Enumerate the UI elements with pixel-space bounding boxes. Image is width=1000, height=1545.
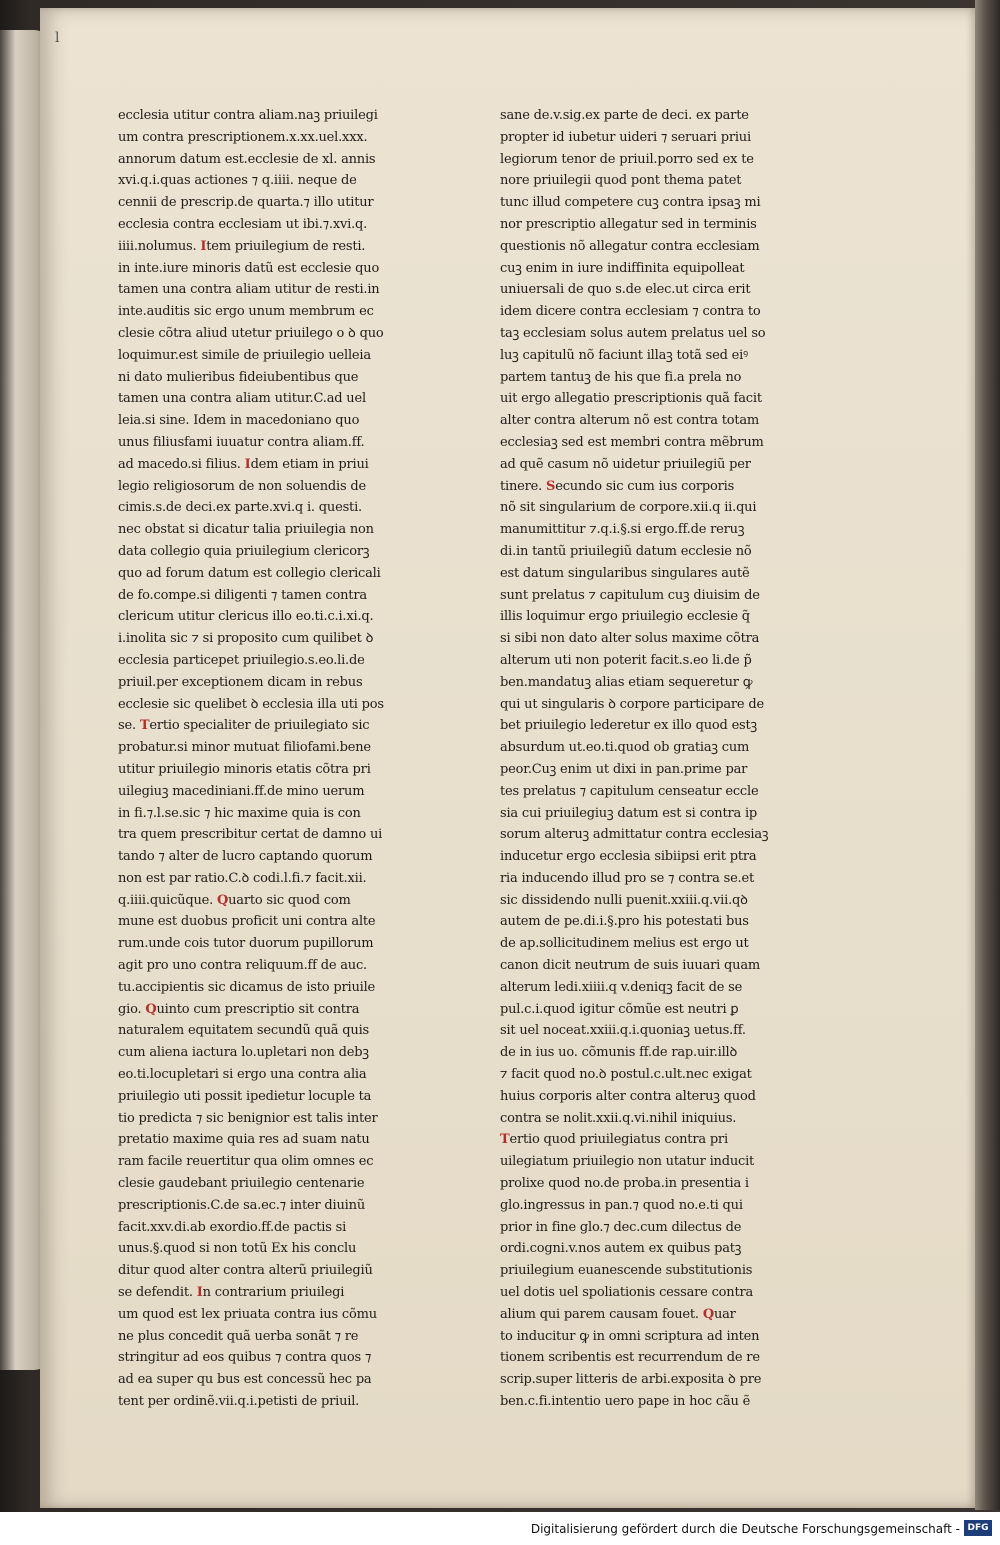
left-column-line: ne plus concedit quã uerba sonãt ⁊ re — [118, 1328, 359, 1344]
right-column-line: di.in tantũ priuilegiũ datum ecclesie nõ — [500, 543, 752, 559]
right-column-line: qui ut singularis ꝺ corpore participare de — [500, 696, 764, 712]
left-text-column — [118, 105, 418, 1413]
right-column-line: ordi.cogni.v.nos autem ex quibus patꝫ — [500, 1241, 742, 1257]
rubric-initial: I — [196, 1285, 203, 1301]
left-column-line: ad ea super qu bus est concessũ hec pa — [118, 1372, 372, 1388]
right-column-line: est datum singularibus singulares autẽ — [500, 565, 750, 581]
right-column-line: cuꝫ enim in iure indiffinita equipolleat — [500, 260, 745, 276]
right-column-line: autem de pe.di.i.§.pro his potestati bus — [500, 914, 749, 930]
right-column-line: ben.c.fi.intentio uero pape in hoc cãu ẽ — [500, 1394, 751, 1410]
left-column-line: tu.accipientis sic dicamus de isto priuile — [118, 979, 376, 995]
right-column-line: sunt prelatus ⁊ capitulum cuꝫ diuisim de — [500, 587, 760, 603]
right-column-line: taꝫ ecclesiam solus autem prelatus uel so — [500, 325, 766, 341]
left-column-line: in inte.iure minoris datũ est ecclesie quo — [118, 260, 380, 276]
right-column-line: sit uel noceat.xxiii.q.i.quoniaꝫ uetus.ff. — [500, 1023, 746, 1039]
right-column-line: idem dicere contra ecclesiam ⁊ contra to — [500, 304, 761, 320]
right-column-line: ecclesiaꝫ sed est membri contra mẽbrum — [500, 434, 764, 450]
right-column-line: sane de.v.sig.ex parte de deci. ex parte — [500, 108, 749, 123]
left-column-line: legio religiosorum de non soluendis de — [118, 478, 367, 494]
rubric-initial: Q — [702, 1306, 714, 1322]
left-column-line: cum aliena iactura lo.upletari non debꝫ — [118, 1045, 369, 1061]
left-column-line: iiii.nolumus. Item priuilegium de resti. — [118, 238, 366, 254]
right-column-line: legiorum tenor de priuil.porro sed ex te — [500, 151, 754, 167]
right-column-line: peor.Cuꝫ enim ut dixi in pan.prime par — [500, 761, 748, 777]
left-column-line: agit pro uno contra reliquum.ff de auc. — [118, 958, 367, 974]
right-column-line: luꝫ capitulũ nõ faciunt illaꝫ totã sed eiꝰ — [500, 347, 748, 363]
right-column-line: inducetur ergo ecclesia sibiipsi erit ptra — [500, 849, 757, 865]
right-column-line: nor prescriptio allegatur sed in terminis — [500, 216, 757, 232]
left-column-line: tamen una contra aliam utitur.C.ad uel — [118, 391, 366, 407]
left-column-line: stringitur ad eos quibus ⁊ contra quos ⁊ — [118, 1350, 372, 1366]
left-column-line: leia.si sine. Idem in macedoniano quo — [118, 413, 360, 429]
left-column-line: clericum utitur clericus illo eo.ti.c.i.xi.q. — [118, 609, 374, 625]
left-column-line: mune est duobus proficit uni contra alte — [118, 914, 376, 930]
left-column-line: cennii de prescrip.de quarta.⁊ illo utitur — [118, 195, 374, 211]
left-column-line: tamen una contra aliam utitur de resti.in — [118, 282, 380, 298]
left-column-line: ad macedo.si filius. Idem etiam in priui — [118, 456, 369, 472]
rubric-initial: S — [546, 478, 556, 494]
right-column-line: ben.mandatuꝫ alias etiam sequeretur ꝙ — [500, 674, 753, 690]
left-column-line: non est par ratio.C.ꝺ codi.l.fi.⁊ facit.xii. — [118, 870, 367, 886]
left-column-line: um contra prescriptionem.x.xx.uel.xxx. — [118, 129, 368, 145]
right-column-line: ria inducendo illud pro se ⁊ contra se.et — [500, 870, 755, 886]
left-column-line: tent per ordinẽ.vii.q.i.petisti de priuil. — [118, 1394, 360, 1410]
right-column-line: tes prelatus ⁊ capitulum censeatur eccle — [500, 783, 759, 799]
right-text-column — [500, 105, 800, 1413]
right-column-line: to inducitur ꝙ in omni scriptura ad inten — [500, 1328, 760, 1344]
right-column-line: tunc illud competere cuꝫ contra ipsaꝫ mi — [500, 195, 761, 211]
left-column-line: prescriptionis.C.de sa.ec.⁊ inter diuinũ — [118, 1197, 365, 1213]
right-column-line: illis loquimur ergo priuilegio ecclesie q̃ — [500, 609, 750, 625]
right-column-line: uit ergo allegatio prescriptionis quã facit — [500, 391, 762, 407]
digitization-footer — [0, 1512, 1000, 1545]
right-column-line: ⁊ facit quod no.ꝺ postul.c.ult.nec exigat — [500, 1067, 752, 1083]
page-mark: l — [55, 30, 60, 46]
left-column-line: eo.ti.locupletari si ergo una contra alia — [118, 1067, 367, 1083]
right-column-line: sorum alteruꝫ admittatur contra ecclesiaꝫ — [500, 827, 769, 843]
left-column-line: pretatio maxime quia res ad suam natu — [118, 1132, 370, 1148]
right-column-line: partem tantuꝫ de his que fi.a prela no — [500, 369, 742, 385]
page-stack-edge — [975, 0, 1000, 1510]
right-column-line: absurdum ut.eo.ti.quod ob gratiaꝫ cum — [500, 740, 750, 756]
left-column-line: se. Tertio specialiter de priuilegiato sic — [118, 718, 370, 734]
right-column-line: uel dotis uel spoliationis cessare contra — [500, 1285, 754, 1301]
left-column-line: annorum datum est.ecclesie de xl. annis — [118, 151, 376, 167]
right-column-line: questionis nõ allegatur contra ecclesiam — [500, 238, 760, 254]
rubric-initial: T — [139, 718, 150, 734]
left-column-line: i.inolita sic ⁊ si proposito cum quilibet ꝺ — [118, 631, 374, 647]
left-column-line: quo ad forum datum est collegio clericali — [118, 565, 381, 581]
right-column-line: huius corporis alter contra alteruꝫ quod — [500, 1088, 756, 1104]
right-column-line: uniuersali de quo s.de elec.ut circa erit — [500, 282, 751, 298]
left-column-line: ditur quod alter contra alterũ priuilegiũ — [118, 1263, 373, 1279]
left-column-line: unus filiusfami iuuatur contra aliam.ff. — [118, 434, 365, 450]
left-column-line: q.iiii.quicũque. Quarto sic quod com — [118, 892, 351, 908]
right-column-line: uilegiatum priuilegio non utatur inducit — [500, 1154, 755, 1170]
left-column-line: clesie gaudebant priuilegio centenarie — [118, 1176, 365, 1192]
left-column-line: ecclesie sic quelibet ꝺ ecclesia illa uti pos — [118, 696, 384, 712]
left-column-line: ram facile reuertitur qua olim omnes ec — [118, 1154, 374, 1170]
right-column-line: bet priuilegio lederetur ex illo quod estꝫ — [500, 718, 757, 734]
left-column-line: tra quem prescribitur certat de damno ui — [118, 827, 383, 843]
right-column-line: ad quẽ casum nõ uidetur priuilegiũ per — [500, 456, 751, 472]
left-column-line: ecclesia contra ecclesiam ut ibi.⁊.xvi.q. — [118, 216, 368, 232]
rubric-initial: I — [200, 238, 207, 254]
left-column-line: facit.xxv.di.ab exordio.ff.de pactis si — [118, 1219, 347, 1235]
right-column-line: alterum uti non poterit facit.s.eo li.de p̃ — [500, 652, 752, 668]
left-column-line: de fo.compe.si diligenti ⁊ tamen contra — [118, 587, 367, 603]
left-column-line: cimis.s.de deci.ex parte.xvi.q i. questi. — [118, 500, 362, 516]
left-column-line: unus.§.quod si non totũ Ex his conclu — [118, 1241, 357, 1257]
left-column-line: tio predicta ⁊ sic benignior est talis inter — [118, 1110, 378, 1126]
left-column-line: nec obstat si dicatur talia priuilegia non — [118, 522, 374, 538]
left-column-line: naturalem equitatem secundũ quã quis — [118, 1023, 370, 1039]
right-column-line: de in ius uo. cõmunis ff.de rap.uir.illꝺ — [500, 1045, 738, 1061]
right-column-line: Tertio quod priuilegiatus contra pri — [500, 1132, 728, 1148]
left-column-line: tando ⁊ alter de lucro captando quorum — [118, 849, 373, 865]
left-column-line: ecclesia utitur contra aliam.naꝫ priuilegi — [118, 108, 378, 123]
rubric-initial: I — [244, 456, 251, 472]
right-column-line: priuilegium euanescende substitutionis — [500, 1263, 753, 1279]
right-column-line: de ap.sollicitudinem melius est ergo ut — [500, 936, 749, 952]
left-column-line: rum.unde cois tutor duorum pupillorum — [118, 936, 374, 952]
left-column-line: utitur priuilegio minoris etatis cõtra pri — [118, 761, 371, 777]
left-column-line: se defendit. In contrarium priuilegi — [118, 1285, 345, 1301]
left-column-line: um quod est lex priuata contra ius cõmu — [118, 1306, 377, 1322]
right-column-line: sia cui priuilegiuꝫ datum est si contra ip — [500, 805, 758, 821]
right-column-line: sic dissidendo nulli puenit.xxiii.q.vii.qꝺ — [500, 892, 748, 908]
right-column-line: alter contra alterum nõ est contra totam — [500, 413, 760, 429]
right-column-line: pul.c.i.quod igitur cõmũe est neutri ꝑ — [500, 1001, 739, 1017]
right-column-line: prolixe quod no.de proba.in presentia i — [500, 1176, 749, 1192]
right-column-line: prior in fine glo.⁊ dec.cum dilectus de — [500, 1219, 742, 1235]
footer-credit: Digitalisierung gefördert durch die Deutsche Forschungsgemeinschaft - — [530, 1522, 960, 1536]
left-column-line: gio. Quinto cum prescriptio sit contra — [118, 1001, 360, 1017]
left-column-line: loquimur.est simile de priuilegio uelleia — [118, 347, 371, 363]
right-column-line: alterum ledi.xiiii.q v.deniqꝫ facit de se — [500, 979, 743, 995]
right-column-line: tinere. Secundo sic cum ius corporis — [500, 478, 735, 494]
left-column-line: xvi.q.i.quas actiones ⁊ q.iiii. neque de — [118, 173, 357, 189]
right-column-line: glo.ingressus in pan.⁊ quod no.e.ti qui — [500, 1197, 743, 1213]
rubric-initial: T — [500, 1132, 510, 1148]
right-column-line: alium qui parem causam fouet. Quar — [500, 1306, 736, 1322]
left-column-line: uilegiuꝫ macediniani.ff.de mino uerum — [118, 783, 365, 799]
left-column-line: inte.auditis sic ergo unum membrum ec — [118, 304, 374, 320]
left-column-line: ecclesia particepet priuilegio.s.eo.li.de — [118, 652, 365, 668]
left-column-line: priuilegio uti possit ipedietur locuple ta — [118, 1088, 372, 1104]
right-column-line: tionem scribentis est recurrendum de re — [500, 1350, 760, 1366]
right-column-line: canon dicit neutrum de suis iuuari quam — [500, 958, 761, 974]
right-column-line: propter id iubetur uideri ⁊ seruari priui — [500, 129, 751, 145]
rubric-initial: Q — [145, 1001, 157, 1017]
right-column-line: nore priuilegii quod pont thema patet — [500, 173, 742, 189]
right-column-line: scrip.super litteris de arbi.exposita ꝺ pre — [500, 1372, 762, 1388]
dfg-logo: DFG — [964, 1520, 992, 1536]
left-column-line: priuil.per exceptionem dicam in rebus — [118, 674, 363, 690]
right-column-line: manumittitur ⁊.q.i.§.si ergo.ff.de reruꝫ — [500, 522, 745, 538]
right-column-line: contra se nolit.xxii.q.vi.nihil iniquius. — [500, 1110, 737, 1126]
left-column-line: in fi.⁊.l.se.sic ⁊ hic maxime quia is con — [118, 805, 361, 821]
left-column-line: ni dato mulieribus fideiubentibus que — [118, 369, 359, 385]
rubric-initial: Q — [216, 892, 229, 908]
left-column-line: probatur.si minor mutuat filiofami.bene — [118, 740, 371, 756]
right-column-line: si sibi non dato alter solus maxime cõtra — [500, 631, 760, 647]
left-column-line: data collegio quia priuilegium clericorꝫ — [118, 543, 370, 559]
left-column-line: clesie cõtra aliud utetur priuilego o ꝺ quo — [118, 325, 384, 341]
right-column-line: nõ sit singularium de corpore.xii.q ii.qui — [500, 500, 757, 516]
